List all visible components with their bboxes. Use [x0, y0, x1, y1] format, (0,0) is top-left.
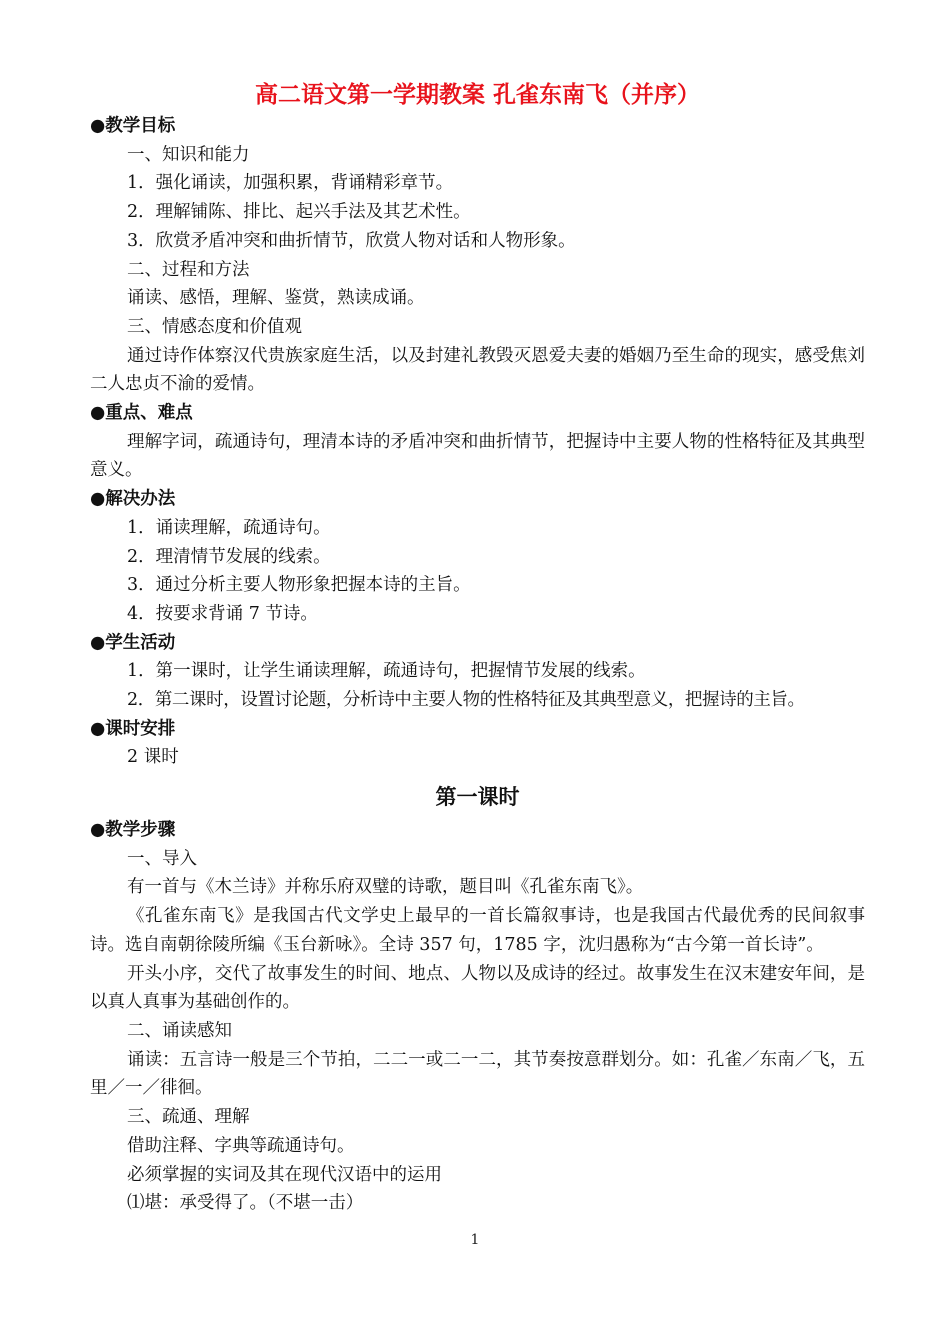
- paragraph: 1．强化诵读，加强积累，背诵精彩章节。: [127, 173, 454, 194]
- page-content: [90, 78, 865, 1218]
- paragraph: 1．诵读理解，疏通诗句。: [127, 517, 331, 538]
- paragraph: 通过诗作体察汉代贵族家庭生活，以及封建礼教毁灭恩爱夫妻的婚姻乃至生命的现实，感受焦刘二人忠贞不渝的爱情。: [90, 345, 865, 395]
- page-number: 1: [470, 1232, 480, 1248]
- paragraph: 《孔雀东南飞》是我国古代文学史上最早的一首长篇叙事诗，也是我国古代最优秀的民间叙事诗。选自南朝徐陵所编《玉台新咏》。全诗 357 句，1785 字，沈归愚称为“古今第一首长诗”。: [90, 906, 865, 955]
- section-heading-student-activity: ●学生活动: [90, 632, 176, 653]
- paragraph: 有一首与《木兰诗》并称乐府双璧的诗歌，题目叫《孔雀东南飞》。: [127, 877, 644, 898]
- paragraph: 诵读：五言诗一般是三个节拍，二二一或二一二，其节奏按意群划分。如：孔雀／东南／飞，五里／一／徘徊。: [90, 1049, 865, 1099]
- paragraph: 二、诵读感知: [127, 1021, 232, 1041]
- section-heading-schedule: ●课时安排: [90, 718, 176, 739]
- paragraph: ⑴堪：承受得了。（不堪一击）: [127, 1193, 364, 1214]
- lesson-title: 第一课时: [435, 785, 520, 810]
- paragraph: 4．按要求背诵 7 节诗。: [127, 603, 318, 624]
- paragraph: 一、知识和能力: [127, 144, 250, 165]
- paragraph: 3．欣赏矛盾冲突和曲折情节，欣赏人物对话和人物形象。: [127, 230, 576, 251]
- paragraph: 二、过程和方法: [127, 259, 250, 280]
- paragraph: 2．理清情节发展的线索。: [127, 546, 331, 567]
- paragraph: 一、导入: [127, 848, 197, 869]
- paragraph: 2．理解铺陈、排比、起兴手法及其艺术性。: [127, 202, 471, 223]
- paragraph: 1．第一课时，让学生诵读理解，疏通诗句，把握情节发展的线索。: [127, 661, 646, 682]
- paragraph: 三、疏通、理解: [127, 1107, 250, 1128]
- paragraph: 2．第二课时，设置讨论题，分析诗中主要人物的性格特征及其典型意义，把握诗的主旨。: [127, 690, 805, 710]
- paragraph: 三、情感态度和价值观: [127, 316, 302, 337]
- paragraph: 借助注释、字典等疏通诗句。: [127, 1135, 355, 1156]
- section-heading-key-points: ●重点、难点: [90, 403, 193, 424]
- paragraph: 3．通过分析主要人物形象把握本诗的主旨。: [127, 575, 471, 596]
- section-heading-teaching-steps: ●教学步骤: [90, 820, 176, 841]
- document-title: 高二语文第一学期教案 孔雀东南飞（并序）: [254, 82, 700, 108]
- paragraph: 诵读、感悟，理解、鉴赏，熟读成诵。: [127, 288, 425, 309]
- paragraph: 必须掌握的实词及其在现代汉语中的运用: [127, 1164, 442, 1185]
- section-heading-solution: ●解决办法: [90, 489, 176, 510]
- section-heading-goals: ●教学目标: [90, 116, 176, 136]
- paragraph: 开头小序，交代了故事发生的时间、地点、人物以及成诗的经过。故事发生在汉末建安年间，是以真人真事为基础创作的。: [90, 963, 865, 1013]
- paragraph: 理解字词，疏通诗句，理清本诗的矛盾冲突和曲折情节，把握诗中主要人物的性格特征及其典型意义。: [90, 431, 865, 481]
- paragraph: 2 课时: [127, 747, 179, 768]
